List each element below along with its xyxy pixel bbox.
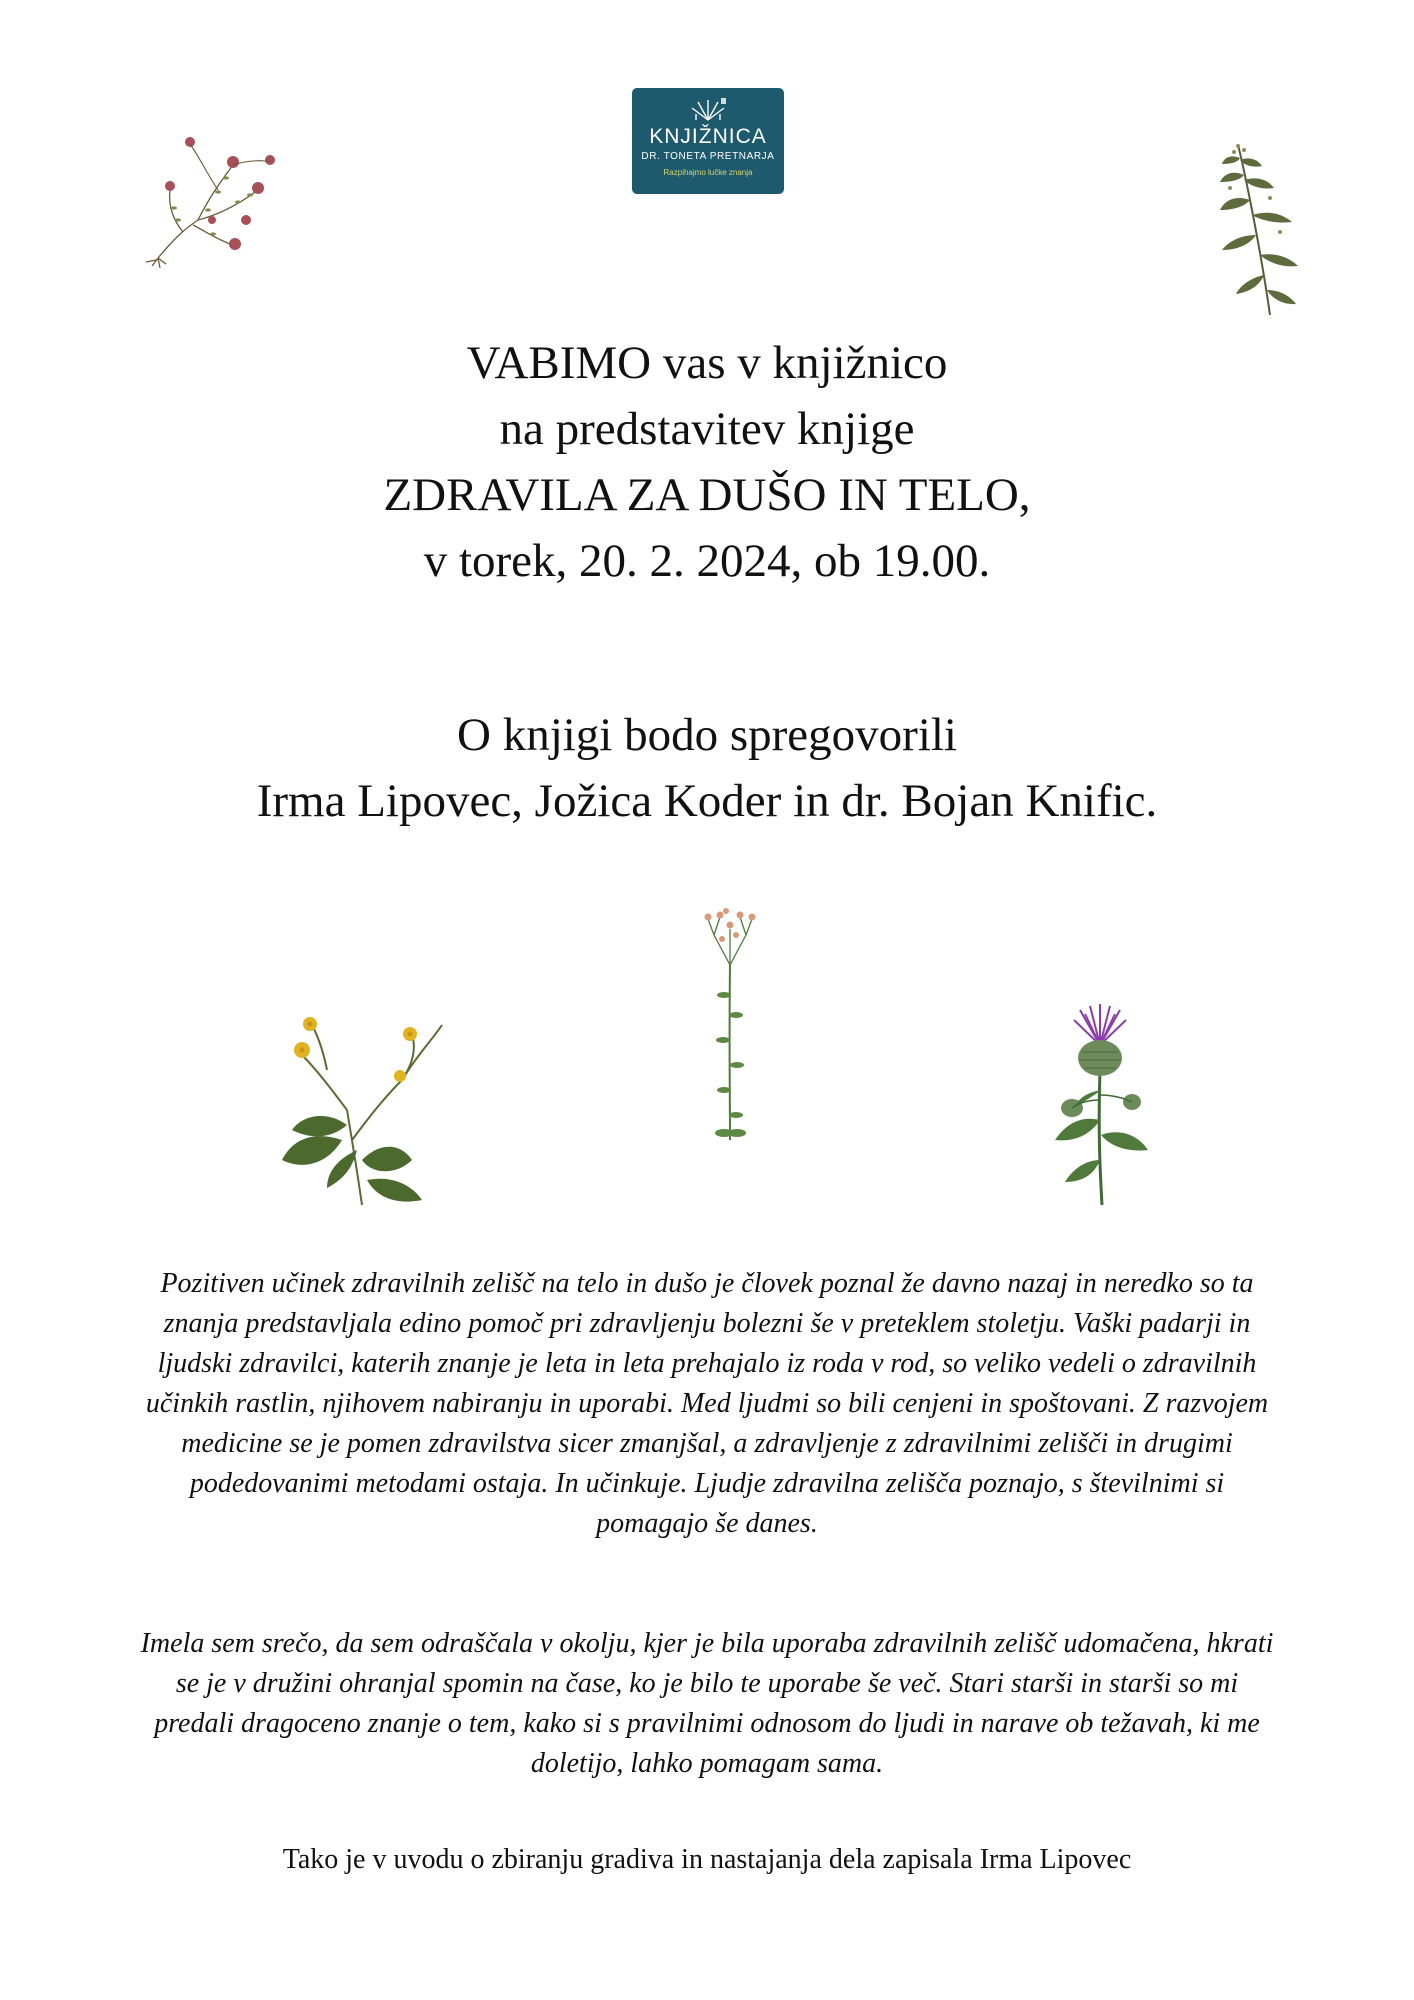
excerpt-line: doletijo, lahko pomagam sama. [530,1748,884,1779]
excerpt-line: Imela sem srečo, da sem odraščala v okolju, kjer je bila uporaba zdravilnih zelišč udomačena, hkrati [140,1628,1274,1659]
centaury-icon [700,905,760,1145]
excerpt-paragraph-2 [62,1624,1352,1784]
excerpt-line: učinkih rastlin, njihovem nabiranju in uporabi. Med ljudmi so bili cenjeni in spoštovani. Z razvojem [145,1388,1269,1419]
speakers-names: Irma Lipovec, Jožica Koder in dr. Bojan Knific. [256,775,1158,827]
speakers-intro: O knjigi bodo spregovorili [457,709,957,761]
excerpt-line: ljudski zdravilci, katerih znanje je leta in leta prehajalo iz roda v rod, so veliko vedeli o zdravilnih [157,1348,1257,1379]
excerpt-line: predali dragoceno znanje o tem, kako si s pravilnimi odnosom do ljudi in narave ob težavah, ki me [154,1708,1260,1739]
excerpt-line: podedovanimi metodami ostaja. In učinkuje. Ljudje zdravilna zelišča poznajo, s številnimi si [189,1468,1225,1499]
wormwood-icon [1210,140,1310,320]
book-title: ZDRAVILA ZA DUŠO IN TELO, [383,469,1031,521]
excerpt-line: se je v družini ohranjal spomin na čase, ko je bilo te uporabe še več. Stari starši in starši so mi [175,1668,1239,1699]
invitation-line: VABIMO vas v knjižnico [466,337,948,389]
book-lamp-icon [688,96,728,122]
celandine-icon [272,1010,452,1210]
logo-tagline: Razpihajmo lučke znanja [663,168,753,177]
excerpt-line: znanja predstavljala edino pomoč pri zdravljenju bolezni še v preteklem stoletju. Vaški padarji in [163,1308,1251,1339]
closing-attribution: Tako je v uvodu o zbiranju gradiva in nastajanja dela zapisala Irma Lipovec [282,1844,1132,1875]
event-date: v torek, 20. 2. 2024, ob 19.00. [423,535,991,587]
logo-subtitle: DR. TONETA PRETNARJA [641,151,775,162]
thistle-icon [1040,1000,1160,1210]
invitation-line: na predstavitev knjige [499,403,915,455]
excerpt-line: pomagajo še danes. [596,1508,818,1539]
speakers-heading [100,702,1314,834]
excerpt-line: Pozitiven učinek zdravilnih zelišč na telo in dušo je človek poznal že davno nazaj in neredko so ta [160,1268,1254,1299]
library-logo [632,88,784,194]
invitation-heading [100,330,1314,594]
thyme-icon [138,120,288,270]
logo-name: KNJIŽNICA [649,125,767,148]
excerpt-line: medicine se je pomen zdravilstva sicer zmanjšal, a zdravljenje z zdravilnimi zelišči in drugimi [181,1428,1233,1459]
excerpt-paragraph-1 [62,1264,1352,1544]
